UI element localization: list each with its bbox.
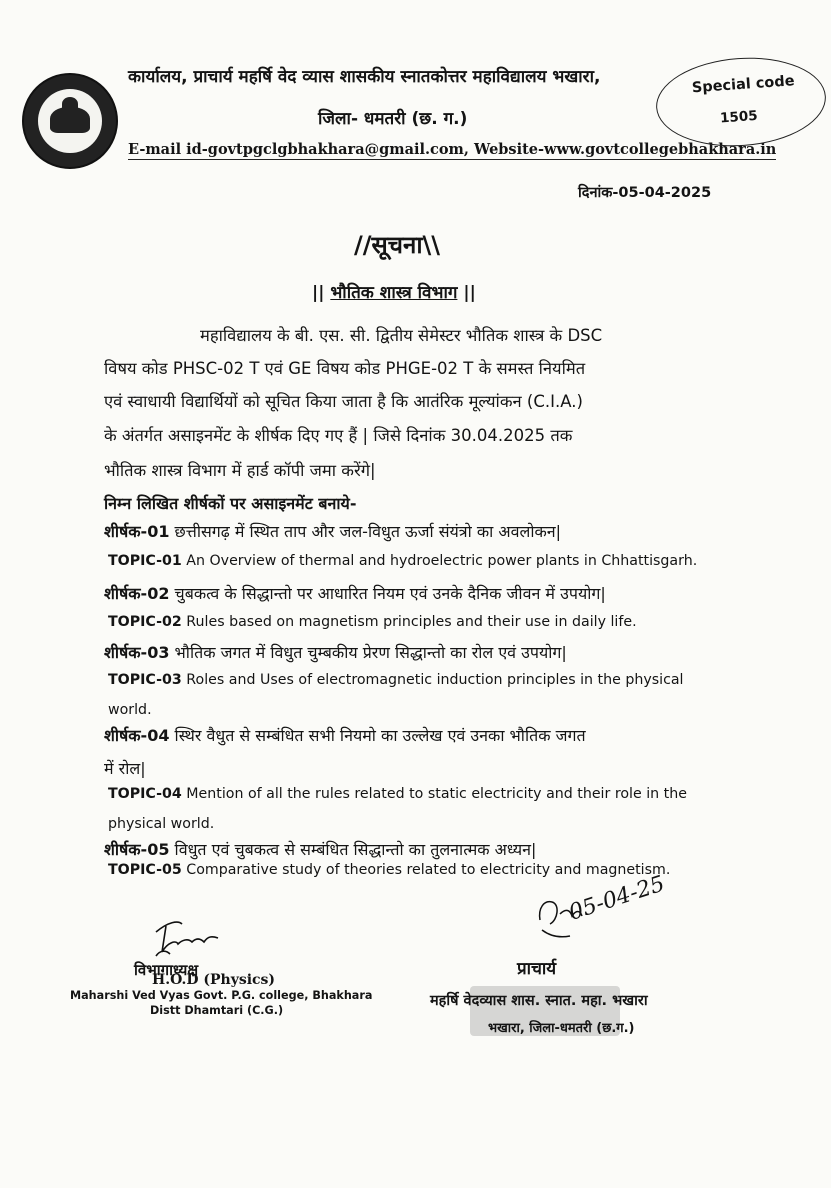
topic-en-text: Rules based on magnetism principles and their use in daily life. xyxy=(181,614,637,630)
principal-date-note: 05-04-25 xyxy=(566,871,668,926)
topic-hi-02 xyxy=(104,582,606,604)
topic-hi-text: स्थिर वैधुत से सम्बंधित सभी नियमो का उल्लेख एवं उनका भौतिक जगत xyxy=(169,726,586,745)
topic-hi-04 xyxy=(104,724,586,746)
hod-signature-icon xyxy=(148,912,238,962)
body-line-1: महाविद्यालय के बी. एस. सी. द्वितीय सेमेस्टर भौतिक शास्त्र के DSC xyxy=(200,326,603,345)
topic-hi-04-cont: में रोल| xyxy=(104,759,146,778)
topic-en-text: Roles and Uses of electromagnetic induction principles in the physical xyxy=(181,672,684,688)
notice-title: //सूचना\\ xyxy=(354,231,441,259)
principal-title: प्राचार्य xyxy=(517,959,557,979)
topic-en-04 xyxy=(108,786,687,802)
notice-date: दिनांक-05-04-2025 xyxy=(578,185,712,201)
topic-en-03 xyxy=(108,672,684,688)
topic-hi-label: शीर्षक-04 xyxy=(104,726,170,745)
topic-hi-label: शीर्षक-03 xyxy=(104,643,170,662)
body-line-4: के अंतर्गत असाइनमेंट के शीर्षक दिए गए हैं | जिसे दिनांक 30.04.2025 तक xyxy=(104,426,573,445)
topic-hi-text: विधुत एवं चुबकत्व से सम्बंधित सिद्धान्तो का तुलनात्मक अध्यन| xyxy=(169,840,537,859)
special-code-value: 1505 xyxy=(719,107,759,127)
body-line-5: भौतिक शास्त्र विभाग में हार्ड कॉपी जमा करेंगे| xyxy=(104,461,376,480)
header-district-line: जिला- धमतरी (छ. ग.) xyxy=(318,109,468,129)
topic-hi-text: चुबकत्व के सिद्धान्तो पर आधारित नियम एवं उनके दैनिक जीवन में उपयोग| xyxy=(169,584,606,603)
header-office-line: कार्यालय, प्राचार्य महर्षि वेद व्यास शासकीय स्नातकोत्तर महाविद्यालय भखारा, xyxy=(128,67,601,87)
hod-hindi-title: विभागाध्यक्ष xyxy=(134,961,199,979)
hod-college-name: Maharshi Ved Vyas Govt. P.G. college, Bhakhara xyxy=(70,989,373,1002)
principal-district-line: भखारा, जिला-धमतरी (छ.ग.) xyxy=(488,1021,635,1036)
topic-en-text: An Overview of thermal and hydroelectric power plants in Chhattisgarh. xyxy=(181,553,698,569)
topic-hi-text: छत्तीसगढ़ में स्थित ताप और जल-विधुत ऊर्जा संयंत्रो का अवलोकन| xyxy=(169,522,562,541)
topic-en-label: TOPIC-05 xyxy=(108,862,182,878)
topic-hi-05 xyxy=(104,838,536,860)
hod-english-title: H.O.D (Physics) xyxy=(152,972,276,988)
body-line-3: एवं स्वाधायी विद्यार्थियों को सूचित किया जाता है कि आतंरिक मूल्यांकन (C.I.A.) xyxy=(104,392,583,411)
topics-lead: निम्न लिखित शीर्षकों पर असाइनमेंट बनाये- xyxy=(104,494,357,513)
topic-hi-03 xyxy=(104,641,567,663)
header-contact-line: E-mail id-govtpgclgbhakhara@gmail.com, Website-www.govtcollegebhakhara.in xyxy=(128,141,777,158)
special-code-label: Special code xyxy=(691,73,796,97)
special-code-oval xyxy=(653,52,829,152)
topic-en-text: Mention of all the rules related to static electricity and their role in the xyxy=(181,786,687,802)
dept-name: भौतिक शास्त्र विभाग xyxy=(330,283,458,303)
topic-en-label: TOPIC-01 xyxy=(108,553,182,569)
topic-en-03-cont: world. xyxy=(108,702,152,718)
topic-hi-text: भौतिक जगत में विधुत चुम्बकीय प्रेरण सिद्धान्तो का रोल एवं उपयोग| xyxy=(169,643,567,662)
topic-en-label: TOPIC-04 xyxy=(108,786,182,802)
seal-emblem xyxy=(50,107,90,133)
principal-college-line: महर्षि वेदव्यास शास. स्नात. महा. भखारा xyxy=(430,993,648,1009)
topic-hi-label: शीर्षक-01 xyxy=(104,522,170,541)
topic-en-text: Comparative study of theories related to electricity and magnetism. xyxy=(181,862,671,878)
topic-hi-label: शीर्षक-02 xyxy=(104,584,170,603)
topic-en-04-cont: physical world. xyxy=(108,816,215,832)
topic-en-label: TOPIC-03 xyxy=(108,672,182,688)
topic-en-01 xyxy=(108,553,697,569)
body-line-2: विषय कोड PHSC-02 T एवं GE विषय कोड PHGE-02 T के समस्त नियमित xyxy=(104,359,586,378)
hod-district: Distt Dhamtari (C.G.) xyxy=(150,1004,284,1017)
topic-hi-label: शीर्षक-05 xyxy=(104,840,170,859)
topic-en-05 xyxy=(108,862,670,878)
dept-suffix: || xyxy=(457,283,476,303)
topic-hi-01 xyxy=(104,520,561,542)
topic-en-02 xyxy=(108,614,637,630)
dept-prefix: || xyxy=(312,283,331,303)
college-seal-icon xyxy=(22,73,118,169)
topic-en-label: TOPIC-02 xyxy=(108,614,182,630)
department-heading xyxy=(312,280,476,303)
